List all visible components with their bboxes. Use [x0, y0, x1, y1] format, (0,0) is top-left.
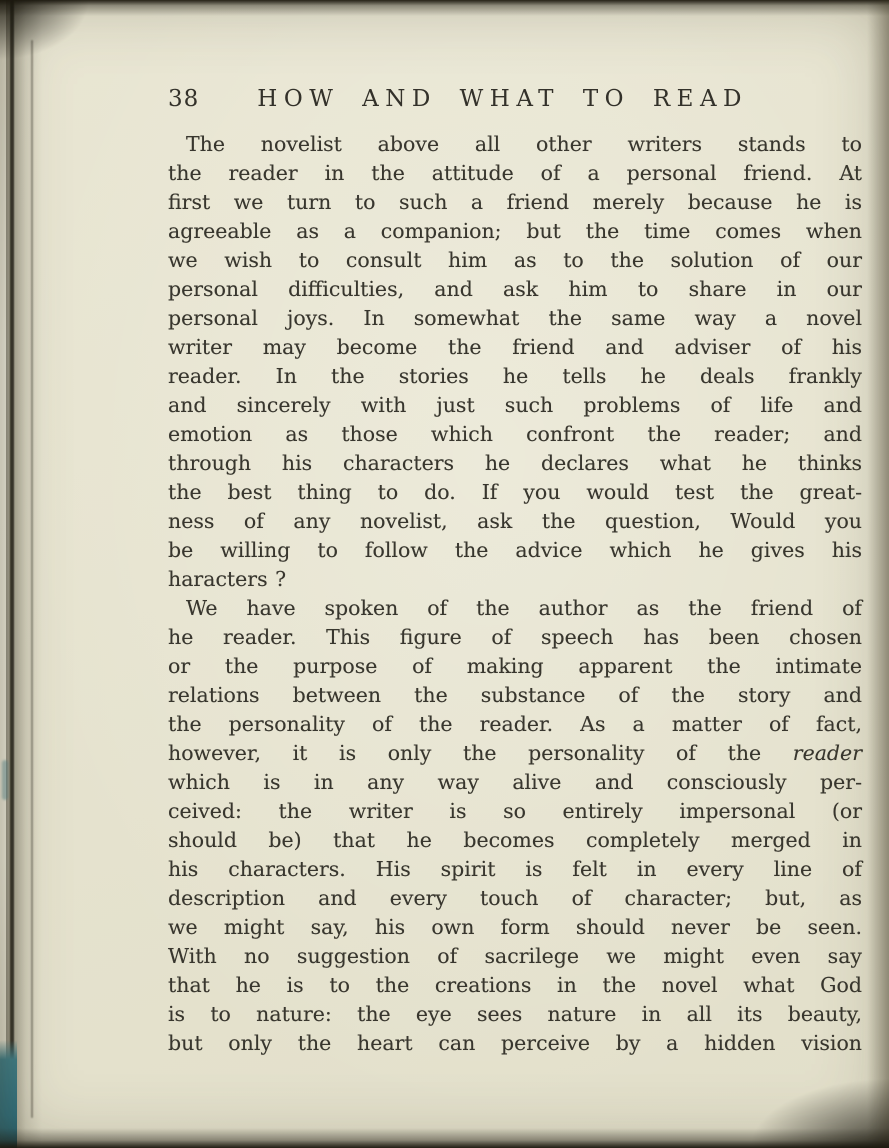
text-line: which is in any way alive and consciously per-: [168, 770, 862, 794]
text-line: personal joys. In somewhat the same way a novel: [168, 306, 862, 330]
bottom-right-corner-shadow: [749, 1078, 889, 1148]
text-line: With no suggestion of sacrilege we might even say: [168, 944, 862, 968]
text-line: or the purpose of making apparent the intimate: [168, 654, 862, 678]
text-line: description and every touch of character; but, as: [168, 886, 862, 910]
text-line: relations between the substance of the story and: [168, 683, 862, 707]
cover-teal-fleck: [2, 760, 8, 800]
text-line: the personality of the reader. As a matter of fact,: [168, 712, 862, 736]
text-line: reader. In the stories he tells he deals frankly: [168, 364, 862, 388]
text-line: agreeable as a companion; but the time comes when: [168, 219, 862, 243]
text-line: his characters. His spirit is felt in every line of: [168, 857, 862, 881]
text-line: that he is to the creations in the novel what God: [168, 973, 862, 997]
text-line: and sincerely with just such problems of life and: [168, 393, 862, 417]
text-line: be willing to follow the advice which he gives his: [168, 538, 862, 562]
text-line: personal difficulties, and ask him to share in our: [168, 277, 862, 301]
text-line: through his characters he declares what he thinks: [168, 451, 862, 475]
right-edge-shadow: [867, 0, 889, 1148]
text-line: ness of any novelist, ask the question, Would you: [168, 509, 862, 533]
text-line: we wish to consult him as to the solution of our: [168, 248, 862, 272]
body-text: [168, 130, 862, 1058]
text-line: we might say, his own form should never be seen.: [168, 915, 862, 939]
page-title: HOW AND WHAT TO READ: [257, 86, 748, 112]
text-line: emotion as those which confront the reader; and: [168, 422, 862, 446]
text-line: first we turn to such a friend merely because he is: [168, 190, 862, 214]
text-line: should be) that he becomes completely merged in: [168, 828, 862, 852]
page-number: 38: [168, 86, 200, 112]
binding-crease-line: [10, 0, 14, 1148]
paragraph: [168, 594, 862, 1058]
text-line: he reader. This figure of speech has been chosen: [168, 625, 862, 649]
text-line: ceived: the writer is so entirely impersonal (or: [168, 799, 862, 823]
text-line: writer may become the friend and adviser of his: [168, 335, 862, 359]
text-line: the best thing to do. If you would test the great-: [168, 480, 862, 504]
text-line: however, it is only the personality of the reader: [168, 741, 862, 765]
paragraph: [168, 130, 862, 594]
top-edge-shadow: [0, 0, 889, 16]
text-line: haracters ?: [168, 567, 287, 591]
binding-crease-line-secondary: [31, 40, 33, 1118]
text-line: We have spoken of the author as the friend of: [186, 596, 862, 620]
text-line: the reader in the attitude of a personal friend. At: [168, 161, 862, 185]
text-line: The novelist above all other writers stands to: [186, 132, 862, 156]
text-line: but only the heart can perceive by a hidden vision: [168, 1031, 862, 1055]
top-left-corner-shadow: [0, 0, 90, 60]
text-line: is to nature: the eye sees nature in all its beauty,: [168, 1002, 862, 1026]
page-content: [168, 86, 862, 1058]
page-header: [168, 86, 862, 112]
